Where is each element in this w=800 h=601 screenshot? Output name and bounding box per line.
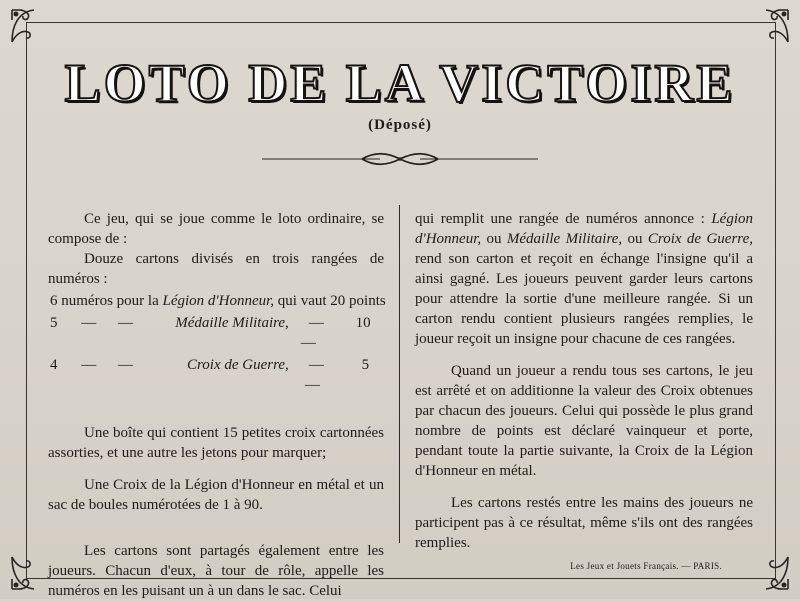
flourish-corner-icon bbox=[752, 553, 792, 593]
row3-dash: — bbox=[81, 357, 97, 373]
rules-paragraph: Les cartons sont partagés également entre les joueurs. Chacun d'eux, à tour de rôle, appelle les numéros en les puisant un à un dans le sac. Celui bbox=[48, 543, 384, 599]
publisher-footer: Les Jeux et Jouets Français. — PARIS. bbox=[570, 561, 722, 571]
row3-points: 5 bbox=[361, 357, 370, 373]
row2-count: 5 bbox=[50, 315, 58, 331]
table-row bbox=[50, 355, 386, 395]
row2-dash: — bbox=[300, 335, 316, 351]
table-row bbox=[50, 313, 386, 353]
row2-name: Médaille Militaire, bbox=[175, 315, 289, 331]
flourish-corner-icon bbox=[8, 553, 48, 593]
rules-text: qui remplit une rangée de numéros annonce : bbox=[415, 211, 705, 227]
award-legion: Légion d'Honneur, bbox=[415, 211, 753, 247]
column-divider bbox=[399, 205, 400, 543]
ornamental-rule-icon bbox=[262, 150, 538, 168]
rules-text: ou bbox=[627, 231, 643, 247]
row2-dash: — bbox=[308, 315, 324, 331]
row3-name: Croix de Guerre, bbox=[187, 357, 289, 373]
row2-points: 10 bbox=[355, 315, 371, 331]
row3-dash: — bbox=[118, 357, 133, 373]
intro-paragraph: Ce jeu, qui se joue comme le loto ordinaire, se compose de : bbox=[48, 211, 384, 247]
scoring-paragraph: Quand un joueur a rendu tous ses cartons, le jeu est arrêté et on additionne la valeur des Croix obtenues par chacun des joueurs. Celui qui possède le plus grand nombre de points est déclaré vainqueur et porte, pendant toute la partie suivante, la Croix de la Légion d'Honneur en métal. bbox=[415, 363, 753, 479]
rules-text: ou bbox=[486, 231, 502, 247]
left-column bbox=[48, 209, 384, 601]
row3-dash: — bbox=[304, 377, 320, 393]
flourish-corner-icon bbox=[752, 6, 792, 46]
box-paragraph: Une boîte qui contient 15 petites croix cartonnées assorties, et une autre les jetons pour marquer; bbox=[48, 425, 384, 461]
rules-continued-paragraph bbox=[415, 209, 753, 349]
row1-name: Légion d'Honneur, bbox=[162, 293, 275, 309]
row1-prefix: 6 numéros pour la bbox=[50, 293, 159, 309]
row1-suffix: qui vaut 20 points bbox=[277, 293, 386, 309]
page-subtitle: (Déposé) bbox=[368, 117, 432, 133]
award-medal: Médaille Militaire, bbox=[506, 231, 623, 247]
row3-dash: — bbox=[308, 357, 324, 373]
points-table bbox=[48, 289, 388, 397]
cross-paragraph: Une Croix de la Légion d'Honneur en métal et un sac de boules numérotées de 1 à 90. bbox=[48, 477, 384, 513]
row3-count: 4 bbox=[50, 357, 58, 373]
remaining-paragraph: Les cartons restés entre les mains des joueurs ne participent pas à ce résultat, même s'ils ont des rangées remplies. bbox=[415, 495, 753, 551]
cards-paragraph: Douze cartons divisés en trois rangées de numéros : bbox=[48, 251, 384, 287]
award-cross: Croix de Guerre, bbox=[647, 231, 753, 247]
rules-text: rend son carton et reçoit en échange l'insigne qu'il a ainsi gagné. Les joueurs peuvent garder leurs cartons pour attendre la sortie d'une meilleure rangée. Si un carton rendu contient plusieurs rangées remplies, le joueur reçoit un insigne pour chacune de ces rangées. bbox=[415, 251, 753, 347]
page-title: LOTO DE LA VICTOIRE bbox=[64, 53, 736, 113]
row2-dash: — bbox=[118, 315, 133, 331]
row2-dash: — bbox=[81, 315, 97, 331]
right-column bbox=[415, 209, 753, 553]
table-row bbox=[50, 291, 386, 311]
flourish-corner-icon bbox=[8, 6, 48, 46]
